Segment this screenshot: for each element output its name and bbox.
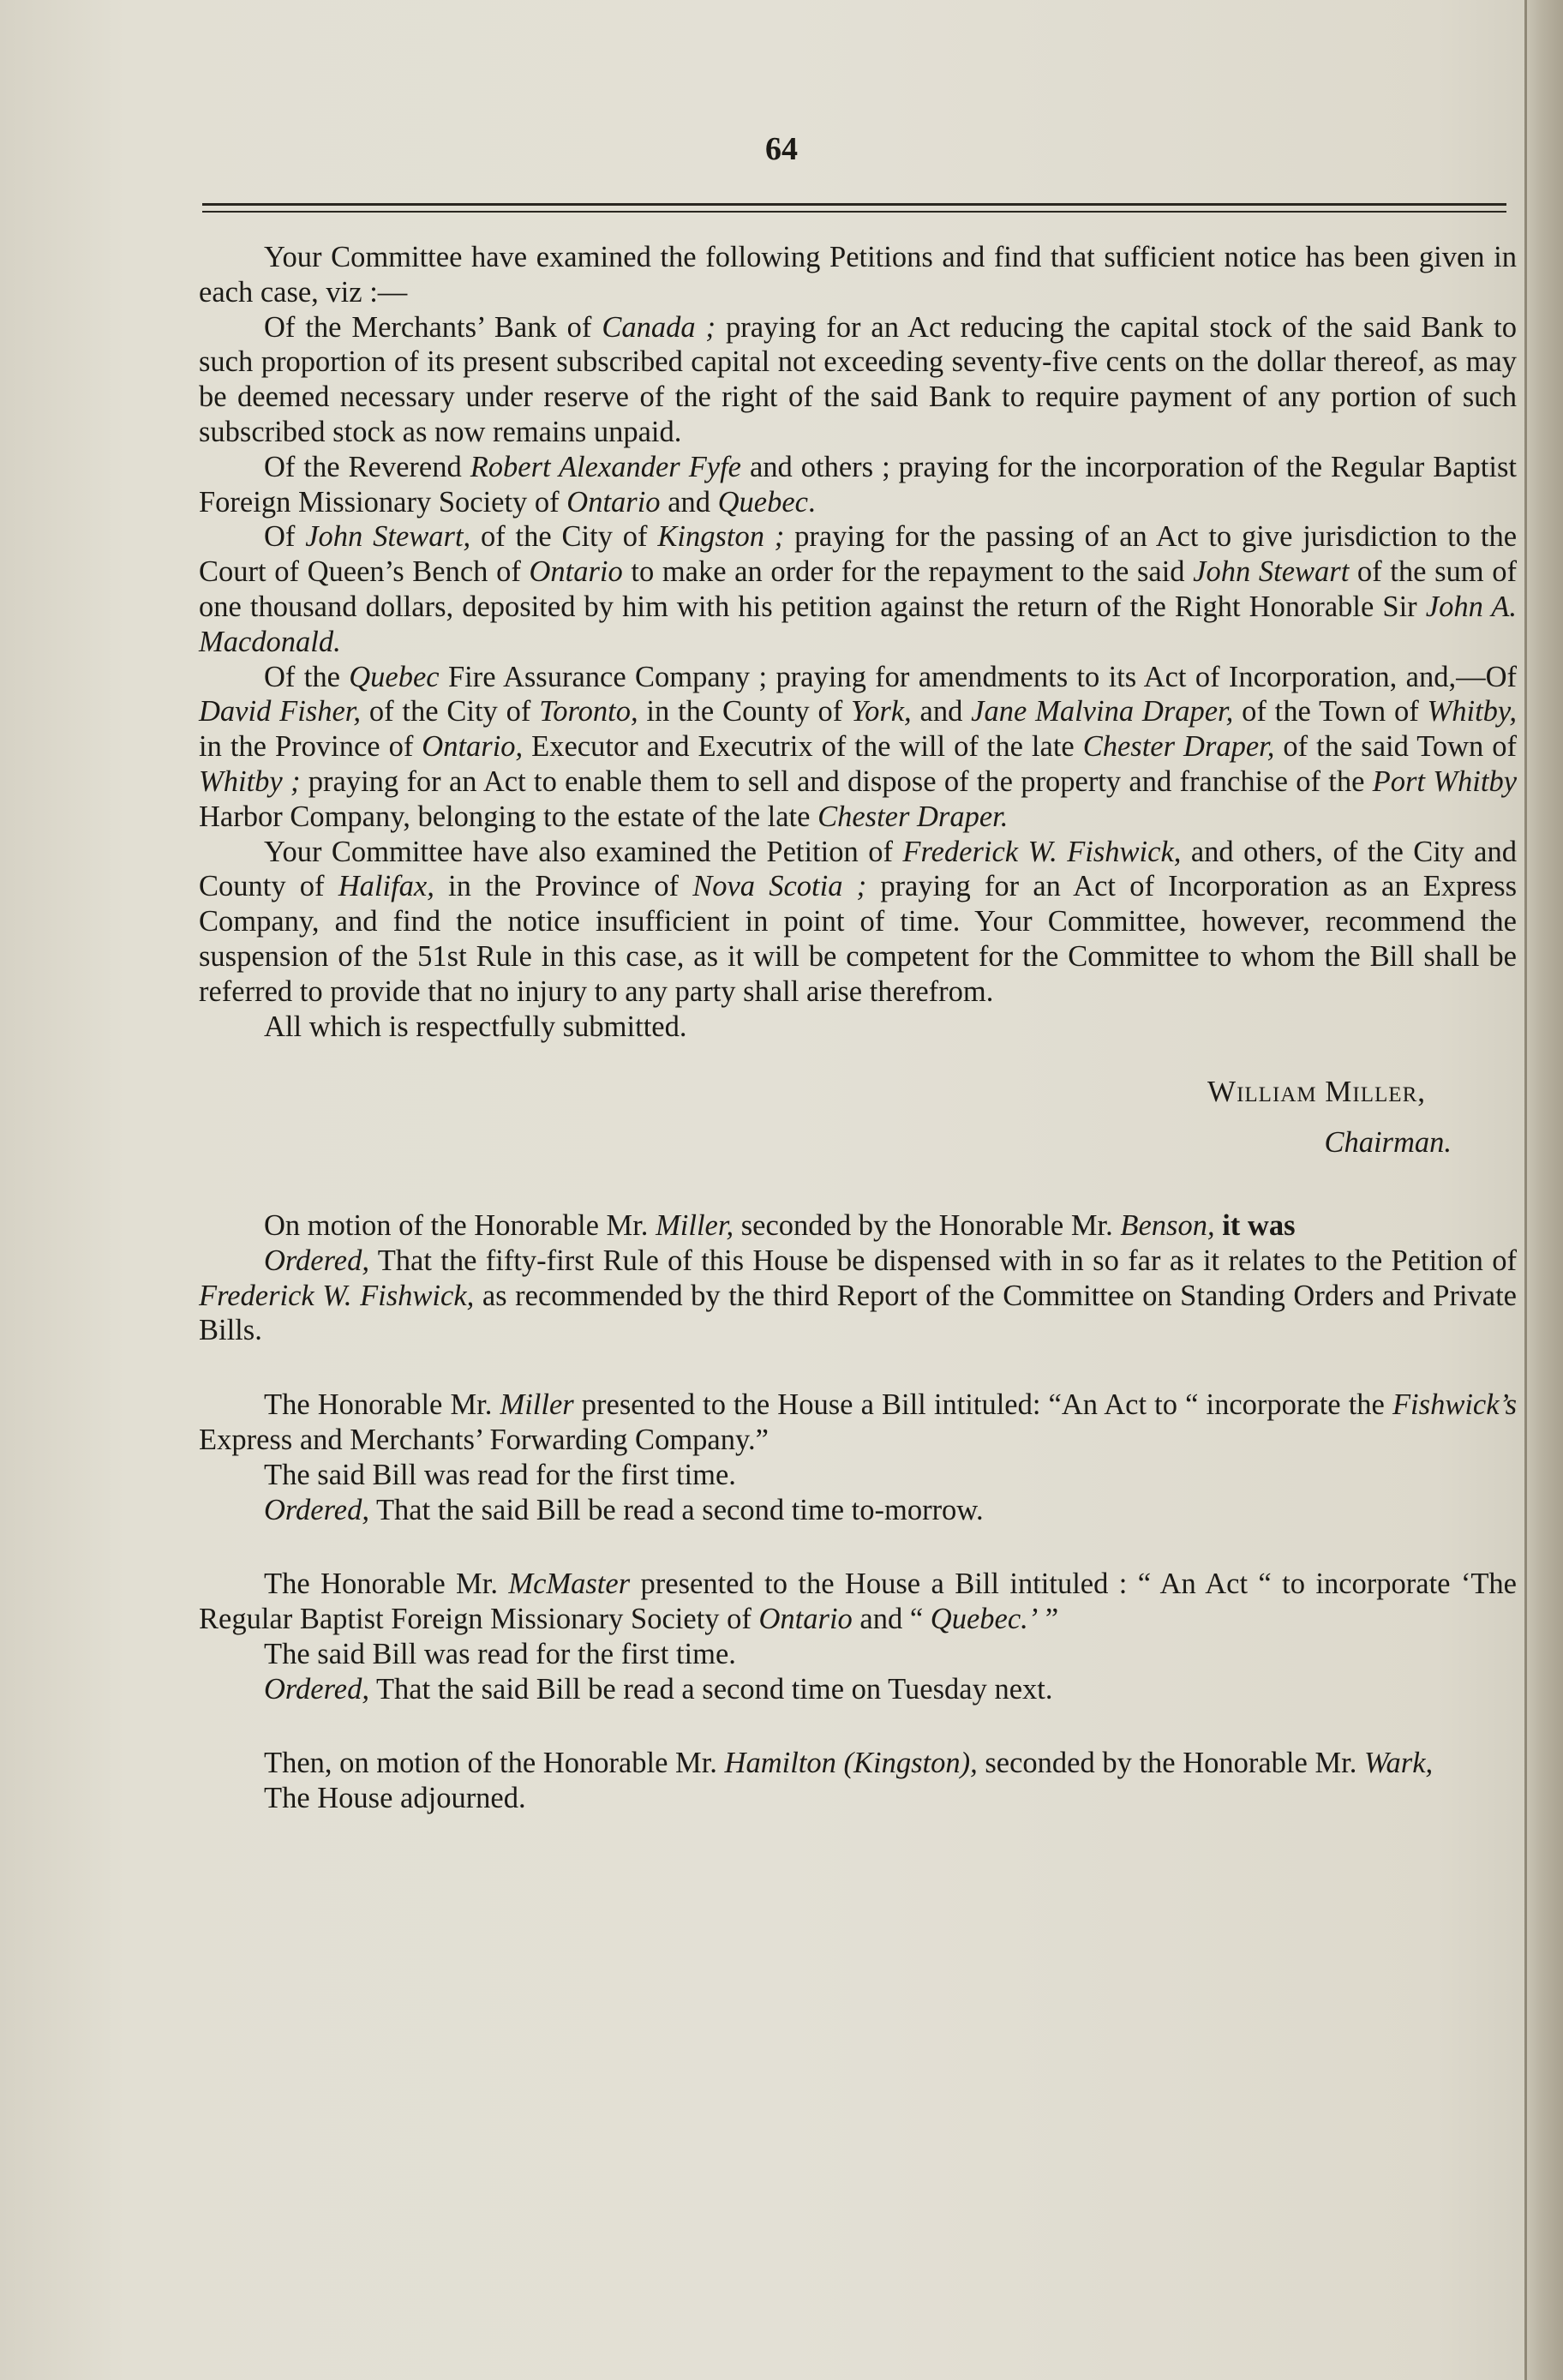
header-rule [202,203,1506,206]
motion-miller-benson: On motion of the Honorable Mr. Miller, seconded by the Honorable Mr. Benson, it was [264,1208,1296,1242]
motion-order: Ordered, That the fifty-first Rule of this House be dispensed with in so far as it relates to the Petition of Frederick W. Fishwick, as recommended by the third Report of the Committee on Standing Orders and Private Bills. [199,1244,1517,1347]
bill-baptist-first-reading: The said Bill was read for the first time. [264,1637,736,1670]
bill-fishwick-order: Ordered, That the said Bill be read a second time to-morrow. [264,1493,984,1526]
bill-fishwick-first-reading: The said Bill was read for the first time. [264,1458,736,1491]
header-rule-thin [202,211,1506,213]
petition-quebec-fire-and-draper: Of the Quebec Fire Assurance Company ; praying for amendments to its Act of Incorporation, and,—Of David Fisher, of the City of Toronto, in the County of York, and Jane Malvina Draper, of the Town of Whitby, in the Province of Ontario, Executor and Executrix of the will of the late Chester Draper, of the said Town of Whitby ; praying for an Act to enable them to sell and dispose of the property and franchise of the Port Whitby Harbor Company, belonging to the estate of the late Chester Draper. [199,660,1518,833]
house-adjourned: The House adjourned. [264,1782,526,1815]
signature-title: Chairman. [1324,1126,1452,1160]
bill-fishwick-presented: The Honorable Mr. Miller presented to the House a Bill intituled: “An Act to “ incorporate the Fishwick’s Express and Merchants’ Forwarding Company.” [199,1388,1518,1456]
petition-baptist-society: Of the Reverend Robert Alexander Fyfe and others ; praying for the incorporation of the Regular Baptist Foreign Missionary Society of Ontario and Quebec. [199,450,1517,519]
report-closing: All which is respectfully submitted. [264,1010,687,1043]
petition-john-stewart: Of John Stewart, of the City of Kingston ; praying for the passing of an Act to give jurisdiction to the Court of Queen’s Bench of Ontario to make an order for the repayment to the said John Stewart of the sum of one thousand dollars, deposited by him with his petition against the return of the Right Honorable Sir John A. Macdonald. [199,520,1518,658]
bill-baptist-order: Ordered, That the said Bill be read a second time on Tuesday next. [264,1672,1053,1706]
page-body [199,240,1517,1816]
page-edge [1524,0,1563,2380]
petition-merchants-bank: Of the Merchants’ Bank of Canada ; praying for an Act reducing the capital stock of the said Bank to such proportion of its present subscribed capital not exceeding seventy-five cents on the dollar thereof, as may be deemed necessary under reserve of the right of the said Bank to require payment of any portion of such subscribed stock as now remains unpaid. [199,310,1517,448]
petition-fishwick: Your Committee have also examined the Petition of Frederick W. Fishwick, and others, of the City and County of Halifax, in the Province of Nova Scotia ; praying for an Act of Incorporation as an Express Company, and find the notice insufficient in point of time. Your Committee, however, recommend the suspension of the 51st Rule in this case, as it will be competent for the Committee to whom the Bill shall be referred to provide that no injury to any party shall arise therefrom. [199,835,1517,1008]
report-intro: Your Committee have examined the following Petitions and find that sufficient notice has been given in each case, viz :— [199,241,1517,309]
page-number: 64 [765,131,798,167]
adjournment-motion: Then, on motion of the Honorable Mr. Hamilton (Kingston), seconded by the Honorable Mr. Wark, [264,1747,1434,1780]
signature-name: William Miller, [1207,1075,1426,1109]
bill-baptist-presented: The Honorable Mr. McMaster presented to the House a Bill intituled : “ An Act “ to incorporate ‘The Regular Baptist Foreign Missionary Society of Ontario and “ Quebec.’ ” [199,1568,1517,1636]
